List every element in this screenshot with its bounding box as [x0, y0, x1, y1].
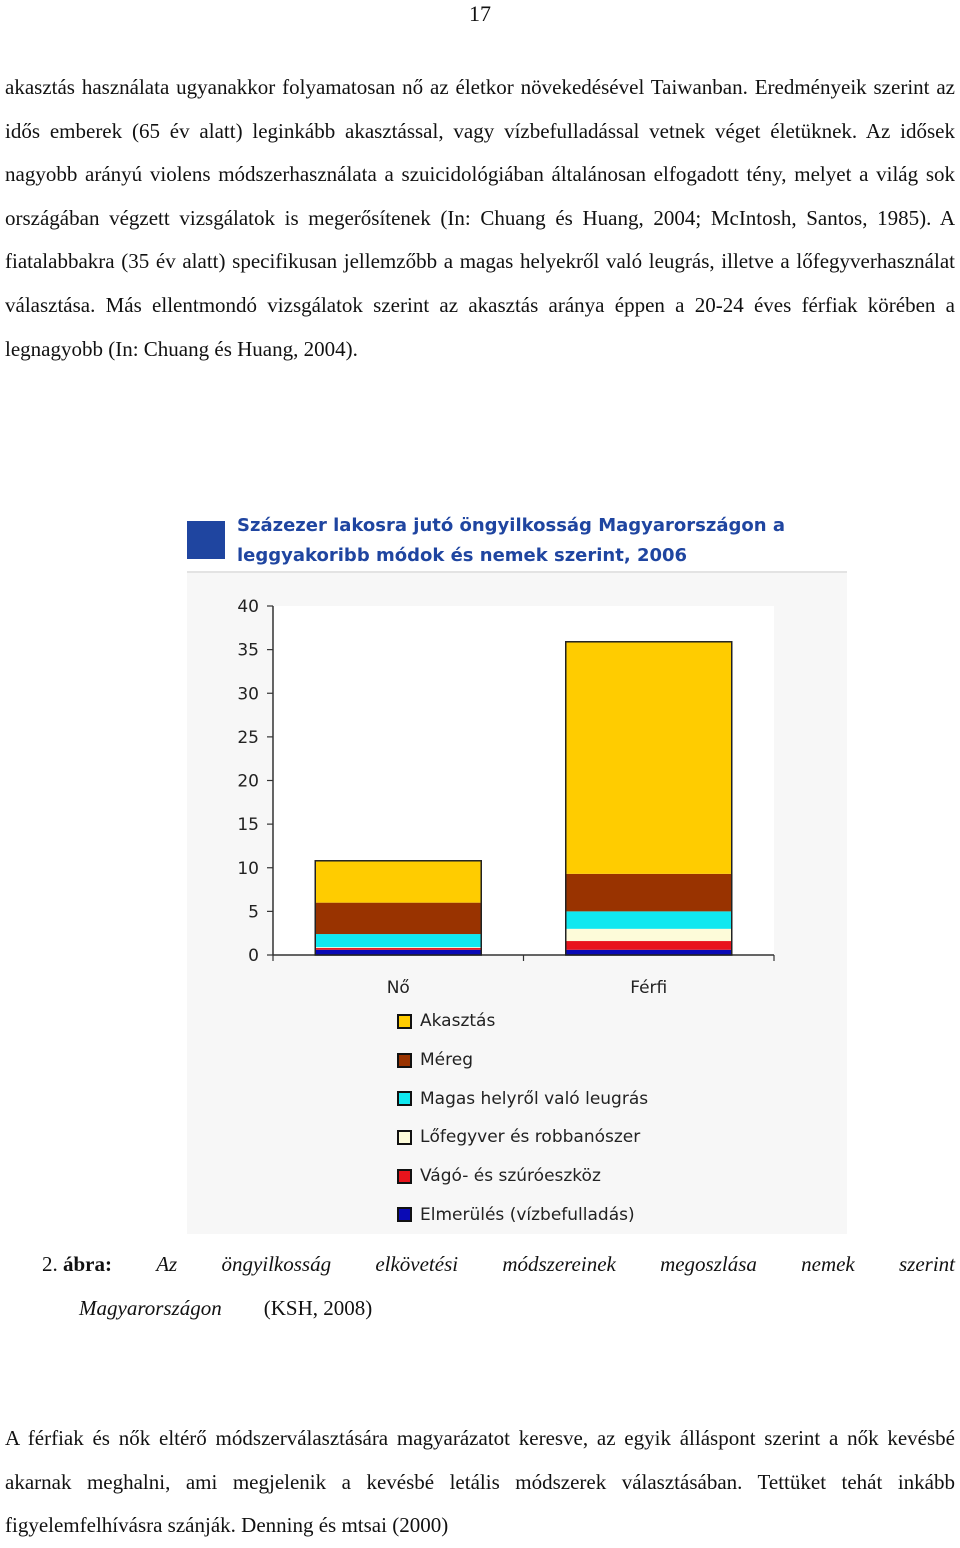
- figure-chart: [187, 507, 847, 1234]
- chart-logo-square: [187, 521, 225, 559]
- chart-title-line2: leggyakoribb módok és nemek szerint, 2006: [237, 545, 688, 566]
- y-tick-label: 25: [237, 727, 259, 748]
- legend-label: Méreg: [420, 1050, 473, 1071]
- body-paragraph-1: akasztás használata ugyanakkor folyamatosan nő az életkor növekedésével Taiwanban. Eredményeik szerint az idős emberek (65 év alatt) leginkább akasztással, vagy vízbefulladással vetnek véget életüknek. Az idősek nagyobb arányú violens módszerhasználata a szuicidológiában általánosan elfogadott tény, melyet a világ sok országában végzett vizsgálatok is megerősítenek (In: Chuang és Huang, 2004; McIntosh, Santos, 1985). A fiatalabbakra (35 év alatt) specifikusan jellemzőbb a magas helyekről való leugrás, illetve a lőfegyverhasználat választása. Más ellentmondó vizsgálatok szerint az akasztás aránya éppen a 20-24 éves férfiak körében a legnagyobb (In: Chuang és Huang, 2004).: [5, 75, 955, 361]
- caption-word: Az: [156, 1252, 178, 1276]
- y-tick-label: 20: [237, 771, 259, 792]
- legend-item: [397, 1157, 837, 1196]
- legend-label: Vágó- és szúróeszköz: [420, 1166, 601, 1187]
- bar-segment: [315, 948, 481, 950]
- caption-word: megoszlása: [660, 1252, 757, 1276]
- chart-title: [237, 511, 837, 571]
- bar-segment: [566, 950, 732, 955]
- caption-word: elkövetési: [375, 1252, 459, 1276]
- bar-segment: [315, 950, 481, 955]
- y-tick-label: 5: [248, 902, 259, 923]
- bar-segment: [315, 947, 481, 948]
- caption-lead: [42, 1243, 112, 1287]
- x-category-label: Férfi: [630, 978, 668, 998]
- caption-label: ábra:: [63, 1252, 112, 1276]
- legend-label: Akasztás: [420, 1011, 496, 1032]
- caption-word: szerint: [898, 1252, 955, 1276]
- bar-segment: [315, 934, 481, 947]
- legend-item: [397, 1118, 837, 1157]
- legend-item: [397, 1079, 837, 1118]
- page-number: 17: [469, 1, 491, 26]
- legend-swatch: [397, 1014, 412, 1029]
- chart-plot: [187, 573, 847, 1003]
- caption-source: (KSH, 2008): [263, 1295, 373, 1320]
- chart-header: [187, 507, 847, 571]
- bar-segment: [566, 874, 732, 912]
- y-tick-label: 30: [237, 684, 259, 705]
- legend-swatch: [397, 1053, 412, 1068]
- bar-segment: [566, 911, 732, 928]
- bar-segment: [315, 861, 481, 903]
- legend-swatch: [397, 1207, 412, 1222]
- body-paragraph-2: A férfiak és nők eltérő módszerválasztására magyarázatot keresve, az egyik álláspont szerint a nők kevésbé akarnak meghalni, ami megjelenik a kevésbé letális módszerek választásában. Tettüket tehát inkább figyelemfelhívásra szánják. Denning és mtsai (2000): [5, 1426, 955, 1538]
- bar-segment: [315, 903, 481, 934]
- legend-item: [397, 1195, 837, 1234]
- caption-line-2: [42, 1287, 955, 1331]
- caption-word: öngyilkosság: [221, 1252, 332, 1276]
- legend-label: Elmerülés (vízbefulladás): [420, 1204, 635, 1225]
- bar-segment: [566, 941, 732, 950]
- caption-number: 2.: [42, 1252, 58, 1276]
- chart-legend: [397, 1002, 837, 1234]
- bar-segment: [566, 642, 732, 874]
- legend-swatch: [397, 1169, 412, 1184]
- y-tick-label: 0: [248, 946, 259, 966]
- chart-title-line1: Százezer lakosra jutó öngyilkosság Magyarországon a: [237, 515, 785, 536]
- figure-caption: [42, 1243, 955, 1330]
- y-tick-label: 40: [237, 597, 259, 617]
- caption-italic-country: Magyarországon: [79, 1295, 222, 1320]
- y-tick-label: 15: [237, 815, 259, 836]
- legend-label: Lőfegyver és robbanószer: [420, 1127, 641, 1148]
- caption-word: módszereinek: [502, 1252, 616, 1276]
- legend-swatch: [397, 1130, 412, 1145]
- x-category-label: Nő: [386, 978, 410, 998]
- caption-line-1: [42, 1243, 955, 1287]
- y-tick-label: 10: [237, 858, 259, 879]
- legend-label: Magas helyről való leugrás: [420, 1088, 649, 1109]
- bar-segment: [566, 929, 732, 941]
- legend-item: [397, 1002, 837, 1041]
- y-tick-label: 35: [237, 640, 259, 661]
- legend-swatch: [397, 1091, 412, 1106]
- legend-item: [397, 1041, 837, 1080]
- caption-word: nemek: [801, 1252, 855, 1276]
